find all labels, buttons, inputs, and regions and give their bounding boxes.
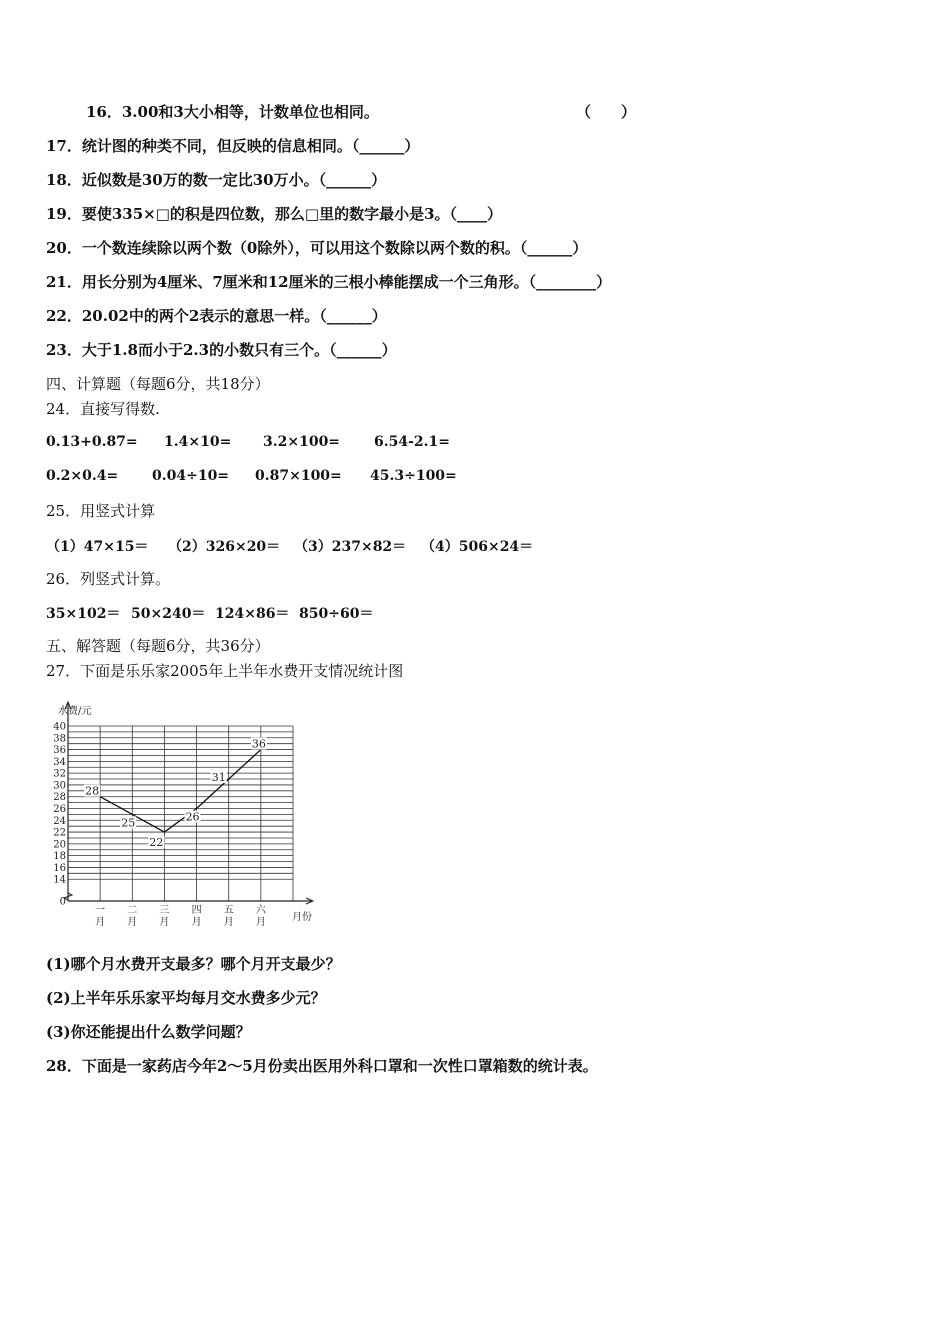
item-number: 16． [86, 103, 122, 121]
data-label: 26 [185, 810, 200, 824]
x-tick-label: 二 [127, 905, 138, 916]
item-number: 20． [46, 239, 82, 257]
item-text: 用长分别为4厘米、7厘米和12厘米的三根小棒能摆成一个三角形。 [81, 273, 529, 291]
tf-item-20 [46, 238, 587, 258]
section-5-title: 五、解答题（每题6分，共36分） [46, 637, 270, 655]
answer-blank: （______） [329, 341, 397, 359]
data-label: 36 [251, 737, 266, 751]
calc-item: 35×102＝ [46, 606, 121, 622]
calc-item: 45.3÷100= [370, 468, 457, 484]
answer-blank: （ ） [576, 103, 637, 121]
y-tick-label: 34 [53, 756, 66, 768]
water-fee-line-chart [40, 693, 330, 938]
q27-sub-3: (3)你还能提出什么数学问题？ [46, 1023, 251, 1041]
tf-item-22 [46, 306, 387, 326]
question-24-title: 24．直接写得数. [46, 400, 160, 418]
q27-sub-2: (2)上半年乐乐家平均每月交水费多少元？ [46, 989, 326, 1007]
calc-item: 850÷60＝ [299, 606, 374, 622]
calc-item: 0.13+0.87= [46, 434, 138, 450]
data-label: 22 [149, 836, 164, 850]
tf-item-17 [46, 136, 419, 156]
tf-item-18 [46, 170, 386, 190]
y-tick-label: 22 [53, 827, 66, 839]
tf-item-16 [86, 102, 379, 122]
calc-item: （1）47×15＝ [46, 539, 149, 555]
item-text: 20.02中的两个2表示的意思一样。 [81, 307, 320, 325]
x-tick-label: 六 [255, 905, 266, 916]
question-25-title: 25．用竖式计算 [46, 502, 156, 520]
answer-blank: （________） [528, 273, 612, 291]
answer-blank: （______） [519, 239, 588, 257]
calc-item: 3.2×100= [263, 434, 341, 450]
calc-item: （4）506×24＝ [421, 539, 534, 555]
x-tick-label: 月 [191, 917, 202, 928]
calc-item: 0.87×100= [255, 468, 342, 484]
question-28-title: 28．下面是一家药店今年2～5月份卖出医用外科口罩和一次性口罩箱数的统计表。 [46, 1057, 598, 1075]
y-tick-label: 38 [53, 733, 66, 745]
question-26-title: 26．列竖式计算。 [46, 570, 171, 588]
tf-item-23 [46, 340, 397, 360]
item-text: 大于1.8而小于2.3的小数只有三个。 [81, 341, 330, 359]
calc-item: （3）237×82＝ [294, 539, 407, 555]
x-tick-label: 月 [223, 917, 234, 928]
y-tick-label: 32 [53, 768, 66, 780]
calc-item: 50×240＝ [131, 606, 206, 622]
item-number: 22． [46, 307, 82, 325]
answer-blank: （______） [351, 137, 420, 155]
x-tick-label: 四 [191, 905, 202, 916]
x-tick-label: 月 [255, 917, 266, 928]
data-label: 31 [211, 771, 226, 785]
item-number: 17． [46, 137, 82, 155]
y-tick-label: 18 [53, 851, 66, 863]
q27-sub-1: (1)哪个月水费开支最多？哪个月开支最少？ [46, 955, 341, 973]
calc-item: 1.4×10= [164, 434, 232, 450]
calc-item: （2）326×20＝ [168, 539, 281, 555]
y-axis-label: 水费/元 [58, 706, 92, 717]
y-tick-label: 30 [53, 780, 66, 792]
y-tick-label: 14 [53, 874, 66, 886]
y-tick-label: 40 [53, 721, 66, 733]
calc-item: 0.04÷10= [152, 468, 230, 484]
item-text: 近似数是30万的数一定比30万小。 [81, 171, 319, 189]
item-number: 19． [46, 205, 82, 223]
calc-item: 124×86＝ [215, 606, 290, 622]
answer-blank: （____） [449, 205, 503, 223]
item-text: 一个数连续除以两个数（0除外），可以用这个数除以两个数的积。 [81, 239, 520, 257]
x-tick-label: 五 [223, 905, 234, 916]
item-number: 18． [46, 171, 82, 189]
x-tick-labels [95, 904, 267, 928]
data-label: 28 [85, 784, 100, 798]
y-tick-label: 26 [53, 804, 66, 815]
data-label: 25 [121, 816, 136, 830]
y-tick-label: 0 [59, 896, 66, 908]
x-tick-label: 月 [159, 917, 170, 928]
answer-blank: （______） [319, 307, 387, 325]
tf-item-21 [46, 272, 611, 292]
item-number: 23． [46, 341, 82, 359]
calc-item: 6.54-2.1= [374, 434, 450, 450]
x-tick-label: 三 [159, 905, 170, 916]
item-text: 统计图的种类不同，但反映的信息相同。 [81, 137, 352, 155]
chart-grid [68, 726, 293, 901]
y-tick-label: 24 [53, 815, 66, 827]
y-tick-labels [53, 722, 66, 908]
item-text: 要使335×□的积是四位数，那么□里的数字最小是3。 [81, 205, 450, 223]
section-4-title: 四、计算题（每题6分，共18分） [46, 375, 270, 393]
question-27-title: 27．下面是乐乐家2005年上半年水费开支情况统计图 [46, 662, 404, 680]
y-tick-label: 36 [53, 745, 66, 757]
item-number: 21． [46, 273, 82, 291]
x-tick-label: 月 [127, 917, 138, 928]
item-text: 3.00和3大小相等，计数单位也相同。 [121, 103, 379, 121]
y-tick-label: 20 [53, 839, 66, 851]
y-tick-label: 28 [53, 792, 66, 804]
x-tick-label: 月 [95, 917, 106, 928]
answer-blank: （______） [318, 171, 387, 189]
tf-item-19 [46, 204, 502, 224]
tf-item-16-blank [576, 102, 636, 122]
y-tick-label: 16 [53, 862, 66, 874]
x-axis-label: 月份 [292, 912, 312, 923]
x-tick-label: 一 [95, 905, 106, 916]
calc-item: 0.2×0.4= [46, 468, 119, 484]
